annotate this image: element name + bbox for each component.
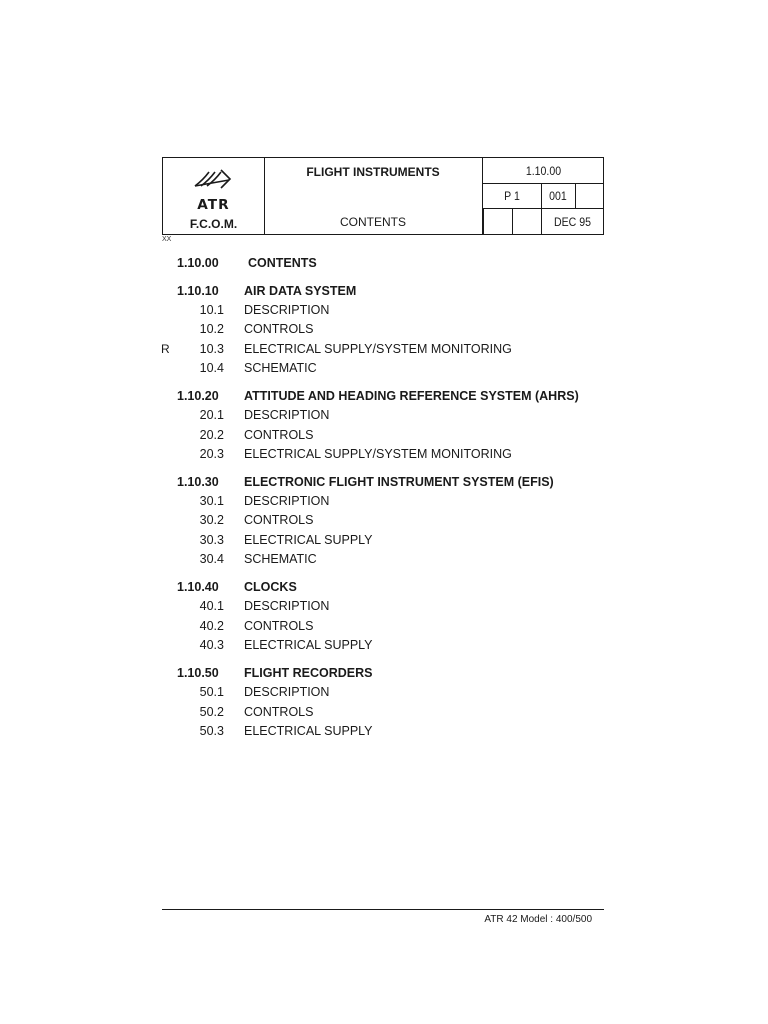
toc-number: 50.2 [199,704,224,719]
toc-number: 50.1 [199,685,224,700]
toc-label: DESCRIPTION [244,685,330,700]
footer-rule [162,909,604,910]
toc-number: 10.3 [199,341,224,356]
revision-mark: R [161,341,170,356]
toc-section [0,579,768,595]
toc-subsection [0,512,768,528]
toc-subsection [0,637,768,653]
toc-label: CONTROLS [244,322,314,337]
toc-subsection [0,321,768,337]
toc-number: 20.1 [199,408,224,423]
toc-number: 30.3 [199,532,224,547]
toc-label: SCHEMATIC [244,360,317,375]
toc-label: FLIGHT RECORDERS [244,666,373,681]
toc-label: CLOCKS [244,580,297,595]
toc-section [0,665,768,681]
toc-number: 40.1 [199,599,224,614]
toc-subsection [0,684,768,700]
chapter-number: 1.10.00 [525,163,562,178]
toc-number: 10.2 [199,322,224,337]
toc-number: 1.10.40 [177,580,219,595]
page-number: P 1 [504,189,520,203]
toc-number: 1.10.20 [177,389,219,404]
toc-subsection [0,493,768,509]
toc-section [0,255,768,271]
toc-number: 50.3 [199,723,224,738]
section-title: CONTENTS [340,215,406,229]
toc-label: ELECTRICAL SUPPLY [244,723,373,738]
toc-subsection [0,427,768,443]
toc-number: 40.3 [199,637,224,652]
toc-subsection [0,551,768,567]
footer-model: ATR 42 Model : 400/500 [484,914,592,925]
toc-number: 20.3 [199,446,224,461]
toc-label: ATTITUDE AND HEADING REFERENCE SYSTEM (AHRS) [244,389,579,404]
toc-label: ELECTRICAL SUPPLY [244,637,373,652]
toc-number: 1.10.50 [177,666,219,681]
toc-subsection [0,598,768,614]
toc-subsection [0,532,768,548]
toc-subsection [0,341,768,357]
toc-subsection [0,407,768,423]
toc-label: ELECTRICAL SUPPLY [244,532,373,547]
toc-number: 30.2 [199,513,224,528]
corner-mark: XX [162,236,172,243]
toc-subsection [0,723,768,739]
toc-label: DESCRIPTION [244,494,330,509]
toc-number: 40.2 [199,618,224,633]
toc-label: DESCRIPTION [244,303,330,317]
toc-subsection [0,446,768,462]
toc-label: SCHEMATIC [244,552,317,566]
manual-name: F.C.O.M. [189,217,238,231]
toc-label: CONTROLS [244,513,314,528]
toc-label: ELECTRONIC FLIGHT INSTRUMENT SYSTEM (EFIS) [244,475,554,490]
toc-number: 10.1 [199,303,224,317]
toc-number: 10.4 [199,360,224,375]
toc-number: 1.10.00 [177,256,219,270]
toc-number: 30.4 [199,552,224,566]
toc-subsection [0,704,768,720]
logo-text: ATR [197,198,230,213]
toc-subsection [0,618,768,634]
toc-label: ELECTRICAL SUPPLY/SYSTEM MONITORING [244,446,512,461]
chapter-title: FLIGHT INSTRUMENTS [306,165,440,179]
toc-number: 1.10.30 [177,475,219,490]
toc-number: 1.10.10 [177,284,219,298]
toc-label: CONTROLS [244,704,314,719]
toc-section [0,283,768,299]
revision-date: DEC 95 [554,214,591,229]
toc-label: DESCRIPTION [244,599,330,614]
toc-number: 30.1 [199,494,224,509]
toc-number: 20.2 [199,427,224,442]
toc-label: DESCRIPTION [244,408,330,423]
toc-label: CONTROLS [244,618,314,633]
toc-section [0,474,768,490]
toc-section [0,388,768,404]
toc-subsection [0,360,768,376]
toc-label: CONTENTS [248,256,317,270]
toc-subsection [0,302,768,318]
toc-label: CONTROLS [244,427,314,442]
sequence-number: 001 [549,189,567,203]
toc-label: AIR DATA SYSTEM [244,284,357,298]
toc-label: ELECTRICAL SUPPLY/SYSTEM MONITORING [244,341,512,356]
